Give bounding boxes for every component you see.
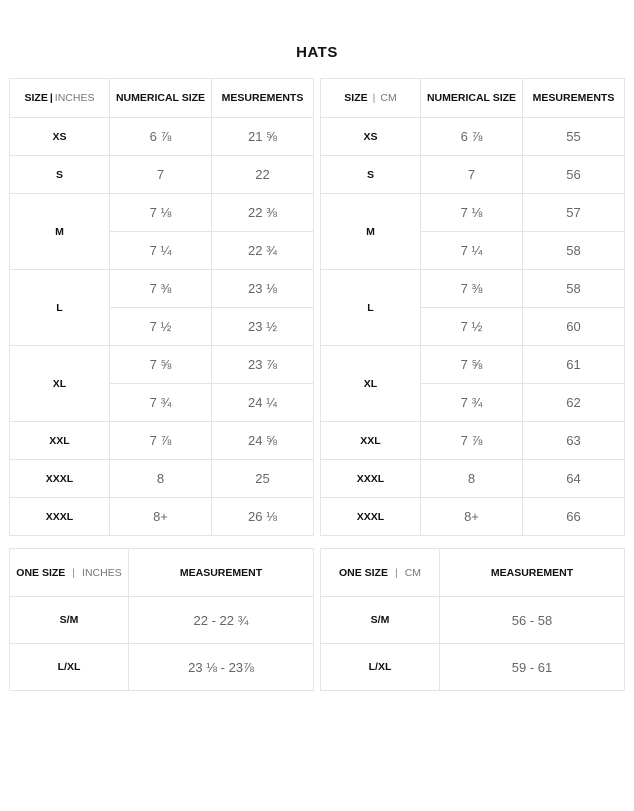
numerical-size-cell: 7 ⅞ bbox=[110, 422, 212, 460]
measurement-cell: 22 ⅜ bbox=[212, 194, 314, 232]
table-row bbox=[321, 644, 625, 691]
header-size bbox=[321, 79, 421, 118]
measurement-cell: 22 ¾ bbox=[212, 232, 314, 270]
header-one-size bbox=[321, 549, 440, 597]
size-cell: XXXL bbox=[10, 460, 110, 498]
measurement-cell: 58 bbox=[523, 270, 625, 308]
measurement-cell: 22 - 22 ¾ bbox=[129, 597, 314, 644]
table-header-row bbox=[321, 79, 625, 118]
measurement-cell: 59 - 61 bbox=[440, 644, 625, 691]
size-cell: S bbox=[321, 156, 421, 194]
measurement-cell: 25 bbox=[212, 460, 314, 498]
header-unit: CM bbox=[380, 92, 397, 104]
table-row bbox=[10, 194, 314, 232]
measurement-cell: 61 bbox=[523, 346, 625, 384]
measurement-cell: 22 bbox=[212, 156, 314, 194]
table-header-row bbox=[321, 549, 625, 597]
header-size bbox=[10, 79, 110, 118]
header-unit: INCHES bbox=[82, 566, 122, 579]
numerical-size-cell: 8+ bbox=[110, 498, 212, 536]
table-row bbox=[10, 644, 314, 691]
size-cell: XXL bbox=[10, 422, 110, 460]
numerical-size-cell: 8+ bbox=[421, 498, 523, 536]
measurement-cell: 26 ⅛ bbox=[212, 498, 314, 536]
header-numerical-size: NUMERICAL SIZE bbox=[421, 79, 523, 118]
table-header-row bbox=[10, 79, 314, 118]
one-size-table-inches bbox=[9, 548, 314, 691]
table-row bbox=[321, 194, 625, 232]
header-one-size bbox=[10, 549, 129, 597]
numerical-size-cell: 7 ⅛ bbox=[421, 194, 523, 232]
size-cell: M bbox=[10, 194, 110, 270]
numerical-size-cell: 7 bbox=[110, 156, 212, 194]
header-measurement: MEASUREMENT bbox=[129, 549, 314, 597]
size-cell: L bbox=[10, 270, 110, 346]
header-separator: | bbox=[72, 566, 76, 579]
table-row bbox=[10, 156, 314, 194]
numerical-size-cell: 8 bbox=[421, 460, 523, 498]
numerical-size-cell: 7 ⅜ bbox=[110, 270, 212, 308]
size-cell: L/XL bbox=[321, 644, 440, 691]
size-cell: L/XL bbox=[10, 644, 129, 691]
header-measurement: MEASUREMENT bbox=[440, 549, 625, 597]
numerical-size-cell: 7 ¼ bbox=[421, 232, 523, 270]
numerical-size-cell: 6 ⅞ bbox=[110, 118, 212, 156]
measurement-cell: 62 bbox=[523, 384, 625, 422]
table-row bbox=[10, 422, 314, 460]
header-unit: INCHES bbox=[54, 92, 95, 104]
table-row bbox=[321, 498, 625, 536]
table-row bbox=[321, 156, 625, 194]
table-row bbox=[321, 270, 625, 308]
numerical-size-cell: 7 ⅝ bbox=[421, 346, 523, 384]
numerical-size-cell: 8 bbox=[110, 460, 212, 498]
one-size-table-cm bbox=[320, 548, 625, 691]
page-title: HATS bbox=[296, 44, 338, 61]
size-cell: XS bbox=[321, 118, 421, 156]
measurement-cell: 24 ¼ bbox=[212, 384, 314, 422]
table-row bbox=[321, 118, 625, 156]
measurement-cell: 58 bbox=[523, 232, 625, 270]
header-unit: CM bbox=[404, 566, 422, 579]
header-size-label: SIZE bbox=[24, 92, 48, 104]
measurement-cell: 64 bbox=[523, 460, 625, 498]
measurement-cell: 56 bbox=[523, 156, 625, 194]
measurement-cell: 63 bbox=[523, 422, 625, 460]
measurement-cell: 23 ½ bbox=[212, 308, 314, 346]
size-cell: XXXL bbox=[10, 498, 110, 536]
numerical-size-cell: 7 ½ bbox=[110, 308, 212, 346]
table-row bbox=[321, 346, 625, 384]
measurement-cell: 57 bbox=[523, 194, 625, 232]
numerical-size-cell: 7 bbox=[421, 156, 523, 194]
measurement-cell: 21 ⅝ bbox=[212, 118, 314, 156]
header-separator: | bbox=[49, 92, 53, 104]
numerical-size-cell: 7 ½ bbox=[421, 308, 523, 346]
header-size-label: SIZE bbox=[344, 92, 368, 104]
header-measurements: MESUREMENTS bbox=[212, 79, 314, 118]
measurement-cell: 55 bbox=[523, 118, 625, 156]
table-row bbox=[10, 270, 314, 308]
measurement-cell: 23 ⅛ - 23⅞ bbox=[129, 644, 314, 691]
numerical-size-cell: 6 ⅞ bbox=[421, 118, 523, 156]
header-size-label: ONE SIZE bbox=[338, 566, 388, 579]
size-cell: XXL bbox=[321, 422, 421, 460]
size-cell: XL bbox=[321, 346, 421, 422]
size-cell: L bbox=[321, 270, 421, 346]
table-row bbox=[10, 460, 314, 498]
numerical-size-cell: 7 ¼ bbox=[110, 232, 212, 270]
size-cell: S/M bbox=[10, 597, 129, 644]
table-row bbox=[10, 597, 314, 644]
table-row bbox=[10, 118, 314, 156]
measurement-cell: 24 ⅝ bbox=[212, 422, 314, 460]
size-cell: M bbox=[321, 194, 421, 270]
size-cell: XL bbox=[10, 346, 110, 422]
measurement-cell: 23 ⅞ bbox=[212, 346, 314, 384]
size-table-cm bbox=[320, 78, 625, 536]
numerical-size-cell: 7 ¾ bbox=[110, 384, 212, 422]
measurement-cell: 66 bbox=[523, 498, 625, 536]
numerical-size-cell: 7 ⅜ bbox=[421, 270, 523, 308]
table-row bbox=[321, 460, 625, 498]
header-size-label: ONE SIZE bbox=[16, 566, 66, 579]
table-row bbox=[321, 597, 625, 644]
header-separator: | bbox=[372, 92, 376, 104]
size-cell: S/M bbox=[321, 597, 440, 644]
size-cell: XXXL bbox=[321, 460, 421, 498]
table-header-row bbox=[10, 549, 314, 597]
measurement-cell: 23 ⅛ bbox=[212, 270, 314, 308]
table-row bbox=[10, 346, 314, 384]
size-cell: XS bbox=[10, 118, 110, 156]
measurement-cell: 56 - 58 bbox=[440, 597, 625, 644]
numerical-size-cell: 7 ¾ bbox=[421, 384, 523, 422]
header-numerical-size: NUMERICAL SIZE bbox=[110, 79, 212, 118]
size-cell: S bbox=[10, 156, 110, 194]
size-table-inches bbox=[9, 78, 314, 536]
numerical-size-cell: 7 ⅛ bbox=[110, 194, 212, 232]
numerical-size-cell: 7 ⅞ bbox=[421, 422, 523, 460]
measurement-cell: 60 bbox=[523, 308, 625, 346]
numerical-size-cell: 7 ⅝ bbox=[110, 346, 212, 384]
header-separator: | bbox=[394, 566, 398, 579]
size-cell: XXXL bbox=[321, 498, 421, 536]
table-row bbox=[10, 498, 314, 536]
table-row bbox=[321, 422, 625, 460]
header-measurements: MESUREMENTS bbox=[523, 79, 625, 118]
